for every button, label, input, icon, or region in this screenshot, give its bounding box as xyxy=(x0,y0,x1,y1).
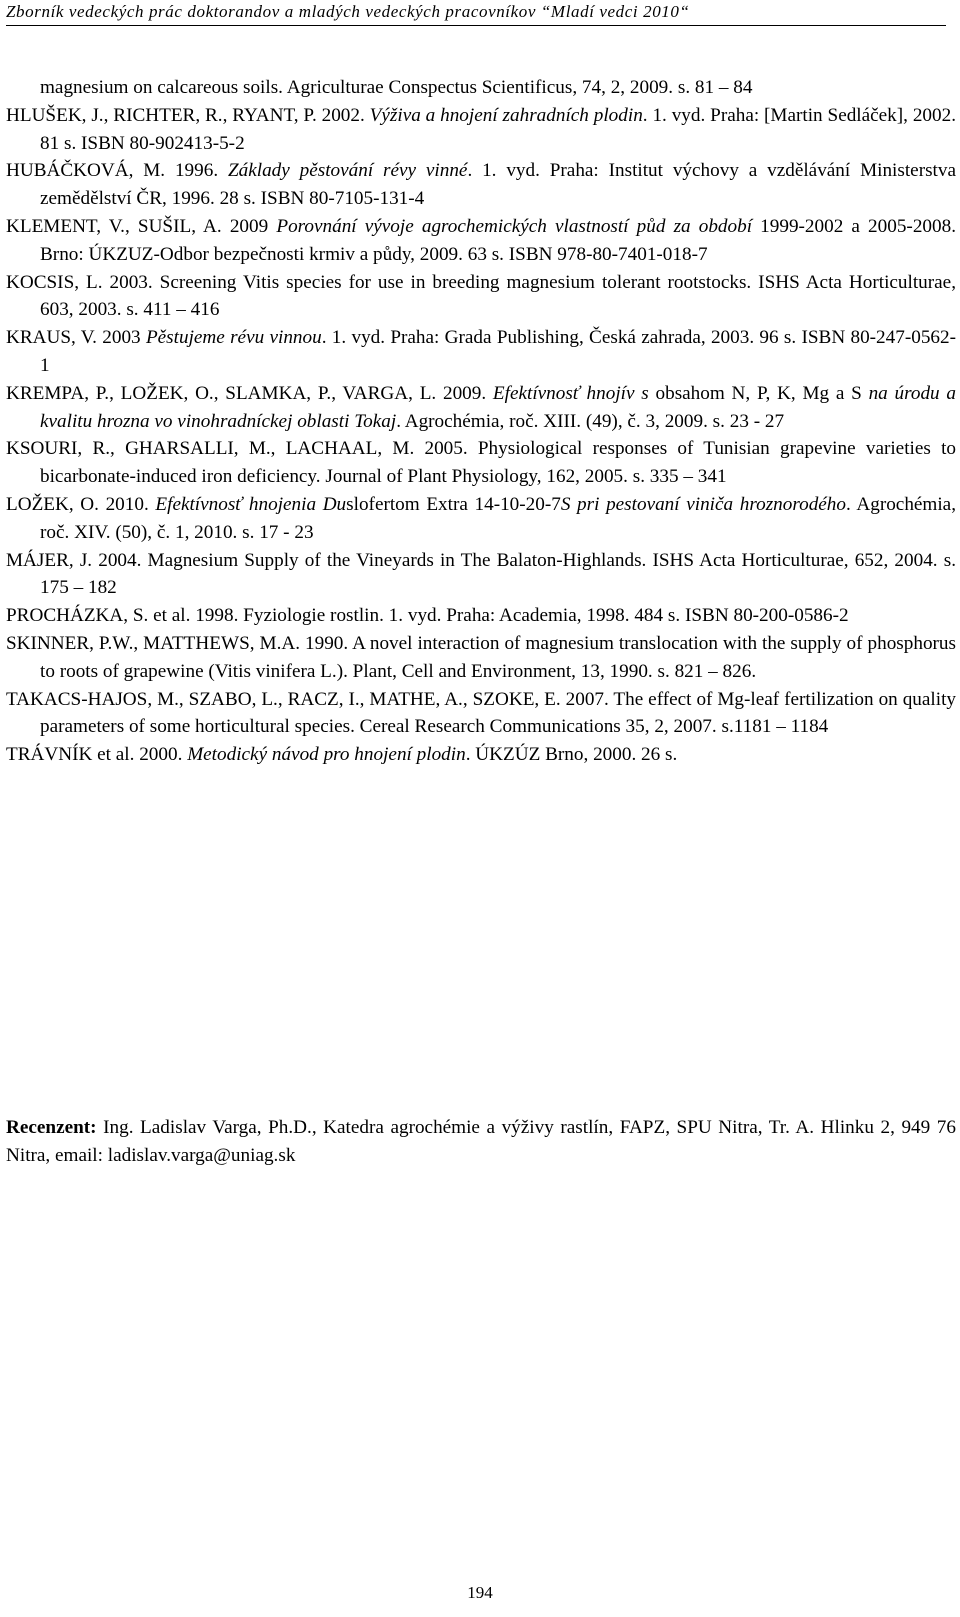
running-header-title: Zborník vedeckých prác doktorandov a mladých vedeckých pracovníkov “Mladí vedci 2010“ xyxy=(6,2,690,21)
reference-item: TRÁVNÍK et al. 2000. Metodický návod pro hnojení plodin. ÚKZÚZ Brno, 2000. 26 s. xyxy=(6,744,678,766)
running-header xyxy=(6,0,946,26)
reference-item: HUBÁČKOVÁ, M. 1996. Základy pěstování révy vinné. 1. vyd. Praha: Institut výchovy a vzdělávání Ministerstva zemědělství ČR, 1996. 28 s. ISBN 80-7105-131-4 xyxy=(6,160,957,210)
reference-item: PROCHÁZKA, S. et al. 1998. Fyziologie rostlin. 1. vyd. Praha: Academia, 1998. 484 s. ISBN 80-200-0586-2 xyxy=(6,605,849,627)
reviewer-label: Recenzent: xyxy=(6,1117,97,1138)
reviewer-note xyxy=(6,1114,956,1170)
reference-item: magnesium on calcareous soils. Agriculturae Conspectus Scientificus, 74, 2, 2009. s. 81 – 84 xyxy=(40,77,753,98)
reviewer-text: Ing. Ladislav Varga, Ph.D., Katedra agrochémie a výživy rastlín, FAPZ, SPU Nitra, Tr. A. Hlinku 2, 949 76 Nitra, email: ladislav.varga@uniag.sk xyxy=(6,1117,956,1166)
reference-item: HLUŠEK, J., RICHTER, R., RYANT, P. 2002. Výživa a hnojení zahradních plodin. 1. vyd. Praha: [Martin Sedláček], 2002. 81 s. ISBN 80-902413-5-2 xyxy=(6,104,956,154)
reference-list xyxy=(6,74,956,769)
reference-item: KREMPA, P., LOŽEK, O., SLAMKA, P., VARGA, L. 2009. Efektívnosť hnojív s obsahom N, P, K, Mg a S na úrodu a kvalitu hrozna vo vinohradníckej oblasti Tokaj. Agrochémia, roč. XIII. (49), č. 3, 2009. s. 23 - 27 xyxy=(6,382,956,432)
reference-item: KRAUS, V. 2003 Pěstujeme révu vinnou. 1. vyd. Praha: Grada Publishing, Česká zahrada, 2003. 96 s. ISBN 80-247-0562-1 xyxy=(6,327,956,376)
reference-item: KSOURI, R., GHARSALLI, M., LACHAAL, M. 2005. Physiological responses of Tunisian grapevine varieties to bicarbonate-induced iron deficiency. Journal of Plant Physiology, 162, 2005. s. 335 – 341 xyxy=(6,438,956,488)
reference-item: TAKACS-HAJOS, M., SZABO, L., RACZ, I., MATHE, A., SZOKE, E. 2007. The effect of Mg-leaf fertilization on quality parameters of some horticultural species. Cereal Research Communications 35, 2, 2007. s.1181 – 1184 xyxy=(6,688,956,738)
reference-item: LOŽEK, O. 2010. Efektívnosť hnojenia Duslofertom Extra 14-10-20-7S pri pestovaní viniča hroznorodého. Agrochémia, roč. XIV. (50), č. 1, 2010. s. 17 - 23 xyxy=(6,493,956,543)
reference-item: SKINNER, P.W., MATTHEWS, M.A. 1990. A novel interaction of magnesium translocation with the supply of phosphorus to roots of grapewine (Vitis vinifera L.). Plant, Cell and Environment, 13, 1990. s. 821 – 826. xyxy=(6,632,956,682)
reference-item: MÁJER, J. 2004. Magnesium Supply of the Vineyards in The Balaton-Highlands. ISHS Acta Horticulturae, 652, 2004. s. 175 – 182 xyxy=(6,549,956,599)
reference-item: KOCSIS, L. 2003. Screening Vitis species for use in breeding magnesium tolerant rootstocks. ISHS Acta Horticulturae, 603, 2003. s. 411 – 416 xyxy=(6,271,956,321)
reference-item: KLEMENT, V., SUŠIL, A. 2009 Porovnání vývoje agrochemických vlastností půd za období 1999-2002 a 2005-2008. Brno: ÚKZUZ-Odbor bezpečnosti krmiv a půdy, 2009. 63 s. ISBN 978-80-7401-018-7 xyxy=(6,215,956,265)
page-number: 194 xyxy=(467,1583,493,1602)
